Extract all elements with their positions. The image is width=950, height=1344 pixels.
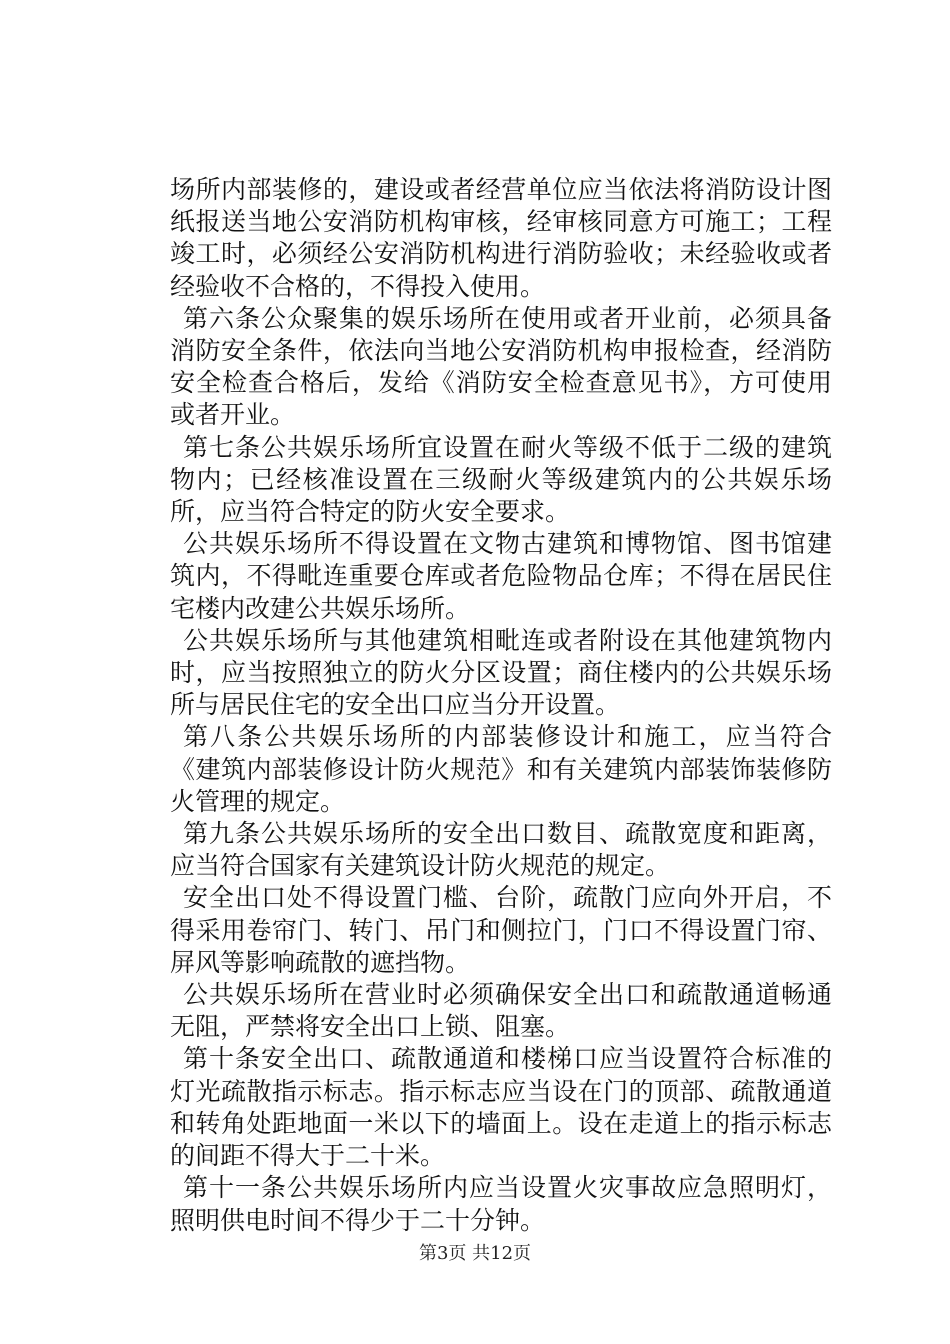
paragraph-continuation: 场所内部装修的，建设或者经营单位应当依法将消防设计图纸报送当地公安消防机构审核，经审核同意方可施工；工程竣工时，必须经公安消防机构进行消防验收；未经验收或者经验收不合格的，不得投入使用。: [170, 175, 832, 301]
paragraph-article-7-clause-2: 公共娱乐场所不得设置在文物古建筑和博物馆、图书馆建筑内，不得毗连重要仓库或者危险物品仓库；不得在居民住宅楼内改建公共娱乐场所。: [170, 529, 832, 623]
paragraph-article-9-clause-2: 安全出口处不得设置门槛、台阶，疏散门应向外开启，不得采用卷帘门、转门、吊门和侧拉门，门口不得设置门帘、屏风等影响疏散的遮挡物。: [170, 883, 832, 977]
paragraph-article-8: 第八条公共娱乐场所的内部装修设计和施工，应当符合《建筑内部装修设计防火规范》和有关建筑内部装饰装修防火管理的规定。: [170, 722, 832, 816]
paragraph-article-7: 第七条公共娱乐场所宜设置在耐火等级不低于二级的建筑物内；已经核准设置在三级耐火等级建筑内的公共娱乐场所，应当符合特定的防火安全要求。: [170, 432, 832, 527]
paragraph-article-10: 第十条安全出口、疏散通道和楼梯口应当设置符合标准的灯光疏散指示标志。指示标志应当设在门的顶部、疏散通道和转角处距地面一米以下的墙面上。设在走道上的指示标志的间距不得大于二十米。: [170, 1044, 832, 1171]
paragraph-article-9-clause-3: 公共娱乐场所在营业时必须确保安全出口和疏散通道畅通无阻，严禁将安全出口上锁、阻塞。: [170, 980, 832, 1042]
page-number-footer: 第3页 共12页: [418, 1243, 532, 1264]
paragraph-article-9: 第九条公共娱乐场所的安全出口数目、疏散宽度和距离，应当符合国家有关建筑设计防火规范的规定。: [170, 819, 832, 881]
paragraph-article-11: 第十一条公共娱乐场所内应当设置火灾事故应急照明灯，照明供电时间不得少于二十分钟。: [170, 1173, 832, 1235]
paragraph-article-7-clause-3: 公共娱乐场所与其他建筑相毗连或者附设在其他建筑物内时，应当按照独立的防火分区设置；商住楼内的公共娱乐场所与居民住宅的安全出口应当分开设置。: [170, 625, 832, 720]
paragraph-article-6: 第六条公众聚集的娱乐场所在使用或者开业前，必须具备消防安全条件，依法向当地公安消防机构申报检查，经消防安全检查合格后，发给《消防安全检查意见书》，方可使用或者开业。: [170, 303, 832, 430]
document-body: [170, 174, 832, 1237]
